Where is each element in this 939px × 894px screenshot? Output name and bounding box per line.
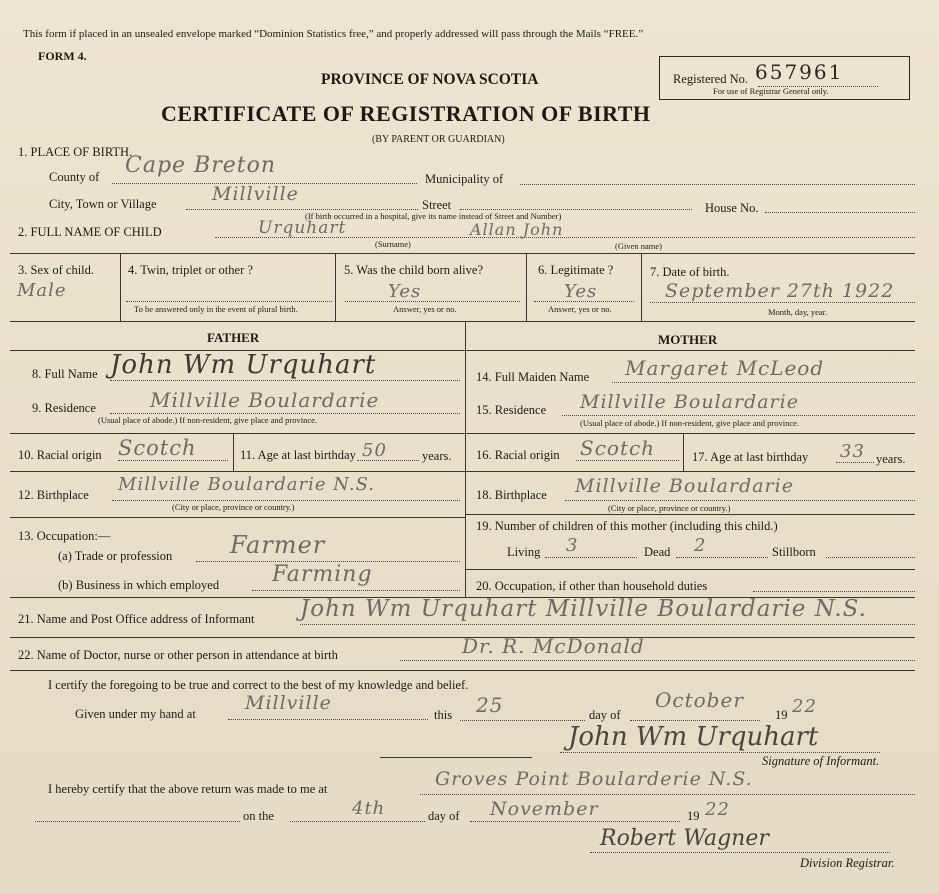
father-residence-label: 9. Residence: [32, 401, 96, 415]
day-of-label: day of: [589, 708, 621, 722]
street-label: Street: [422, 198, 452, 212]
surname-note: (Surname): [375, 239, 411, 249]
children-dead-value: 2: [694, 535, 707, 556]
date-note: Month, day, year.: [768, 307, 828, 317]
living-label: Living: [507, 545, 541, 559]
registrar-note: For use of Registrar General only.: [713, 86, 829, 96]
mother-birthplace-note: (City or place, province or country.): [608, 503, 731, 513]
child-surname-value: Urquhart: [258, 218, 347, 238]
doctor-value: Dr. R. McDonald: [462, 634, 645, 658]
on-day-of-label: day of: [428, 809, 460, 823]
sex-label: 3. Sex of child.: [18, 263, 95, 277]
business-label: (b) Business in which employed: [58, 578, 220, 592]
registered-label: Registered No.: [673, 72, 748, 86]
sex-value: Male: [17, 280, 67, 301]
registration-box: [659, 56, 910, 100]
mother-residence-label: 15. Residence: [476, 403, 547, 417]
legitimate-value: Yes: [564, 281, 598, 302]
trade-label: (a) Trade or profession: [58, 549, 173, 563]
children-living-value: 3: [566, 535, 579, 556]
father-name-value: John Wm Urquhart: [110, 350, 377, 380]
mother-residence-value: Millville Boulardarie: [580, 391, 799, 413]
given-at-label: Given under my hand at: [75, 707, 196, 721]
father-birthplace-note: (City or place, province or country.): [172, 502, 295, 512]
informant-label: 21. Name and Post Office address of Informant: [18, 612, 255, 626]
given-day-value: 25: [476, 693, 504, 717]
on-the-label: on the: [243, 809, 274, 823]
birth-date-value: September 27th 1922: [665, 280, 895, 302]
alive-label: 5. Was the child born alive?: [344, 263, 484, 277]
municipality-label: Municipality of: [425, 172, 504, 186]
alive-value: Yes: [388, 281, 422, 302]
given-month-value: October: [655, 688, 744, 712]
dead-label: Dead: [644, 545, 671, 559]
mother-racial-value: Scotch: [580, 436, 656, 460]
father-residence-value: Millville Boulardarie: [150, 388, 380, 412]
doctor-label: 22. Name of Doctor, nurse or other person in attendance at birth: [18, 648, 338, 662]
father-age-label: 11. Age at last birthday: [240, 448, 356, 462]
mother-birthplace-value: Millville Boulardarie: [575, 475, 794, 497]
father-racial-value: Scotch: [118, 436, 197, 460]
division-registrar-label: Division Registrar.: [800, 856, 895, 870]
full-name-label: 2. FULL NAME OF CHILD: [18, 225, 162, 239]
mother-abode-note: (Usual place of abode.) If non-resident, give place and province.: [580, 418, 800, 428]
given-year-prefix: 19: [775, 708, 788, 722]
on-month-value: November: [490, 798, 599, 820]
given-place-value: Millville: [245, 692, 332, 714]
occupation-label: 13. Occupation:—: [18, 529, 111, 543]
mother-maiden-label: 14. Full Maiden Name: [476, 370, 590, 384]
father-abode-note: (Usual place of abode.) If non-resident, give place and province.: [98, 415, 318, 425]
certificate-subtitle: (BY PARENT OR GUARDIAN): [372, 134, 505, 145]
mother-age-label: 17. Age at last birthday: [692, 450, 809, 464]
father-birthplace-label: 12. Birthplace: [18, 488, 89, 502]
father-birthplace-value: Millville Boulardarie N.S.: [118, 474, 375, 495]
twin-label: 4. Twin, triplet or other ?: [128, 263, 253, 277]
mailing-note: This form if placed in an unsealed envelope marked “Dominion Statistics free,” and properly addressed will pass through the Mails “FREE.”: [23, 28, 644, 40]
county-label: County of: [49, 170, 100, 184]
father-heading: FATHER: [207, 330, 260, 345]
registration-number: 657961: [755, 60, 844, 84]
legitimate-label: 6. Legitimate ?: [538, 263, 614, 277]
mother-years: years.: [876, 452, 906, 466]
informant-signature: John Wm Urquhart: [568, 722, 819, 752]
on-year-prefix: 19: [687, 809, 700, 823]
father-business-value: Farming: [272, 562, 373, 587]
city-label: City, Town or Village: [49, 197, 157, 211]
hereby-certify-text: I hereby certify that the above return was made to me at: [48, 782, 328, 796]
given-name-note: (Given name): [615, 241, 662, 251]
father-name-label: 8. Full Name: [32, 367, 98, 381]
house-no-label: House No.: [705, 201, 759, 215]
province-heading: PROVINCE OF NOVA SCOTIA: [321, 71, 539, 88]
hospital-note: (If birth occurred in a hospital, give its name instead of Street and Number): [305, 211, 562, 221]
children-label: 19. Number of children of this mother (including this child.): [476, 519, 778, 533]
this-label: this: [434, 708, 453, 722]
stillborn-label: Stillborn: [772, 545, 816, 559]
city-value: Millville: [212, 183, 299, 205]
mother-maiden-value: Margaret McLeod: [625, 356, 825, 380]
given-year-value: 22: [792, 696, 817, 717]
certificate-title: CERTIFICATE OF REGISTRATION OF BIRTH: [161, 101, 651, 126]
date-of-birth-label: 7. Date of birth.: [650, 265, 730, 279]
mother-age-value: 33: [840, 441, 865, 462]
father-years: years.: [422, 449, 452, 463]
father-age-value: 50: [362, 440, 387, 461]
on-year-value: 22: [705, 799, 730, 820]
signature-of-informant-label: Signature of Informant.: [762, 754, 880, 768]
mother-heading: MOTHER: [658, 332, 718, 347]
father-racial-label: 10. Racial origin: [18, 448, 102, 462]
county-value: Cape Breton: [125, 153, 277, 178]
mother-racial-label: 16. Racial origin: [476, 448, 560, 462]
form-number: FORM 4.: [38, 49, 87, 63]
place-of-birth-label: 1. PLACE OF BIRTH.: [18, 145, 133, 159]
legitimate-answer-note: Answer, yes or no.: [548, 304, 612, 314]
alive-answer-note: Answer, yes or no.: [393, 304, 457, 314]
twin-note: To be answered only in the event of plural birth.: [134, 304, 298, 314]
registrar-signature: Robert Wagner: [600, 826, 769, 851]
certify-text: I certify the foregoing to be true and correct to the best of my knowledge and belief.: [48, 678, 469, 692]
informant-value: John Wm Urquhart Millville Boulardarie N.S.: [300, 596, 867, 622]
mother-occupation-label: 20. Occupation, if other than household duties: [476, 579, 708, 593]
on-day-value: 4th: [352, 798, 386, 819]
father-trade-value: Farmer: [230, 531, 326, 559]
registrar-place-value: Groves Point Boularderie N.S.: [435, 768, 753, 790]
child-given-value: Allan John: [470, 220, 564, 239]
mother-birthplace-label: 18. Birthplace: [476, 488, 547, 502]
